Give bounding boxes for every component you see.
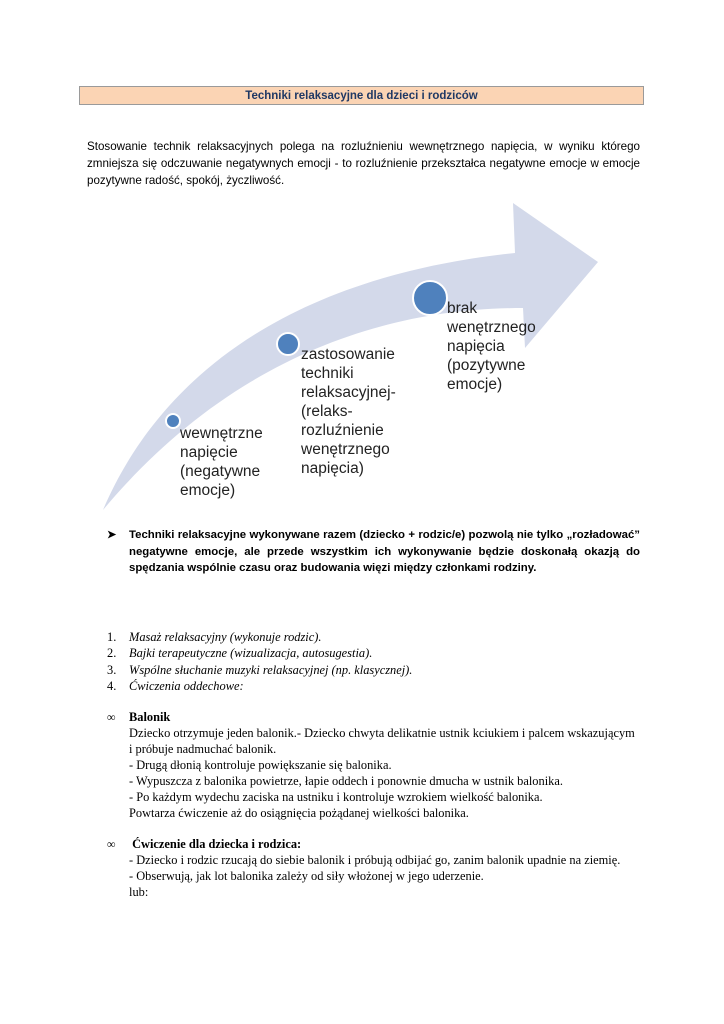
intro-paragraph: Stosowanie technik relaksacyjnych polega na rozluźnieniu wewnętrznego napięcia, w wyniku którego zmniejsza się odczuwanie negatywnych emocji - to rozluźnienie przekształca negatywne emocje w emocje pozytywne radość, spokój, życzliwość. [87, 140, 640, 187]
balonik-section: ∞ Balonik Dziecko otrzymuje jeden balonik.- Dziecko chwyta delikatnie ustnik kciukiem i palcem wskazującym i próbuje nadmuchać balonik. - Drugą dłonią kontroluje powiększanie się balonika. - Wypuszcza z balonika powietrze, łapie oddech i ponownie dmucha w ustnik balonika. - Po każdym wydechu zaciska na ustniku i kontroluje wzrokiem wielkość balonika. Powtarza ćwiczenie aż do osiągnięcia pożądanej wielkości balonika. [107, 709, 637, 821]
infinity-bullet-icon: ∞ [107, 710, 116, 724]
step-1-dot [166, 414, 180, 428]
step-1-label: wewnętrzne napięcie (negatywne emocje) [180, 425, 263, 499]
page-title: Techniki relaksacyjne dla dzieci i rodziców [79, 86, 644, 105]
infinity-bullet-icon: ∞ [107, 837, 116, 851]
step-2-dot [277, 333, 299, 355]
list-item: 4. Ćwiczenia oddechowe: [107, 678, 244, 693]
list-item: 3. Wspólne słuchanie muzyki relaksacyjnej (np. klasycznej). [107, 662, 413, 677]
section-heading: Ćwiczenie dla dziecka i rodzica: [129, 837, 302, 851]
arrow-bullet-icon: ➤ [107, 529, 117, 541]
process-diagram [95, 198, 615, 516]
step-3-dot [413, 281, 447, 315]
step-3-label: brak wenętrznego napięcia (pozytywne emocje) [447, 300, 536, 393]
numbered-list [107, 629, 607, 694]
section-heading: Balonik [129, 710, 171, 724]
exercise-section: ∞ Ćwiczenie dla dziecka i rodzica: - Dziecko i rodzic rzucają do siebie balonik i próbują odbijać go, zanim balonik upadnie na ziemię. - Obserwują, jak lot balonika zależy od siły włożonej w jego uderzenie. lub: [107, 836, 637, 900]
highlight-bullet: ➤ Techniki relaksacyjne wykonywane razem (dziecko + rodzic/e) pozwolą nie tylko „rozładować” negatywne emocje, ale przede wszystkim ich wykonywanie będzie doskonałą okazją do spędzania wspólnie czasu oraz budowania więzi między członkami rodziny. [107, 529, 640, 574]
list-item: 1. Masaż relaksacyjny (wykonuje rodzic). [107, 630, 322, 644]
step-2-label: zastosowanie techniki relaksacyjnej- (relaks- rozluźnienie wenętrznego napięcia) [301, 346, 396, 477]
list-item: 2. Bajki terapeutyczne (wizualizacja, autosugestia). [107, 646, 373, 661]
